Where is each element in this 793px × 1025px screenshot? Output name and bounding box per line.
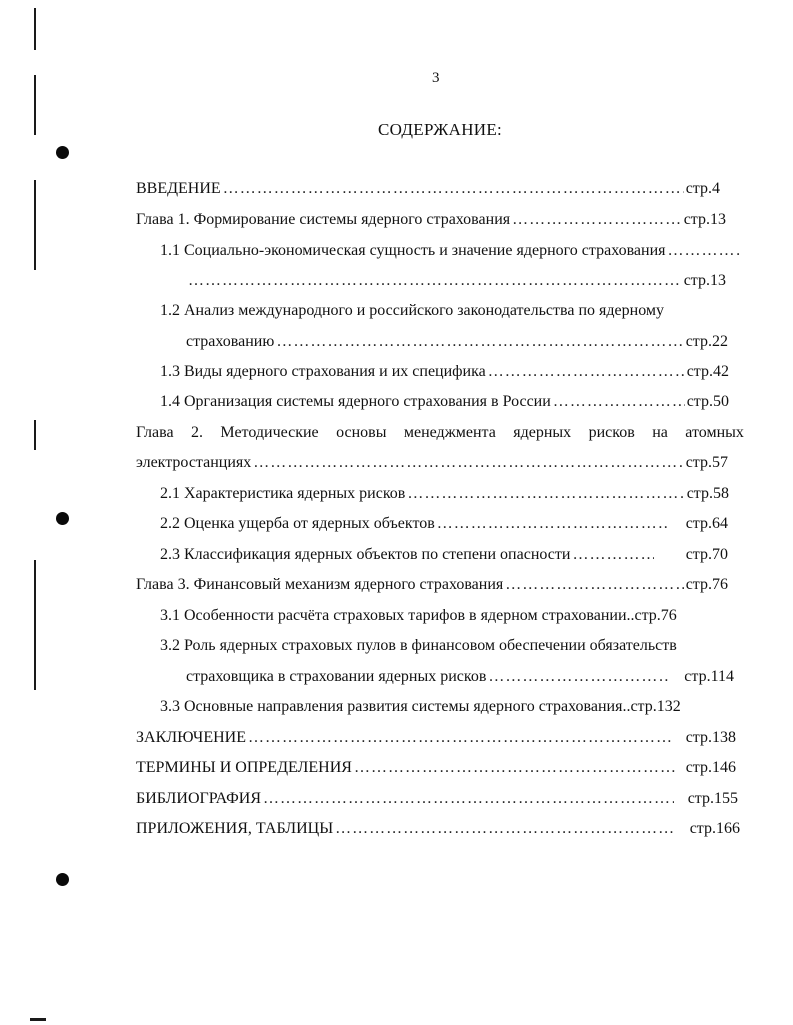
toc-entry-page: стр.155	[687, 790, 738, 807]
toc-entry-title: ВВЕДЕНИЕ	[136, 180, 221, 197]
toc-entry-intro[interactable]	[136, 178, 720, 200]
dot-leader	[553, 391, 685, 413]
dot-leader	[572, 544, 653, 566]
title-word: Глава	[136, 424, 174, 441]
toc-entry-section-3-2-cont[interactable]	[186, 666, 734, 688]
dot-leader	[276, 331, 683, 353]
toc-entry-page: стр.50	[686, 393, 729, 410]
dot-leader	[263, 788, 674, 810]
toc-entry-page: стр.114	[684, 668, 734, 685]
toc-entry-page: стр.76	[685, 576, 728, 593]
toc-entry-page: стр.146	[685, 759, 736, 776]
dot-leader	[407, 483, 684, 505]
dot-leader	[512, 209, 682, 231]
dot-leader	[505, 574, 683, 596]
toc-entry-title: Глава 3. Финансовый механизм ядерного страхования	[136, 576, 504, 593]
toc-entry-section-3-1[interactable]	[160, 605, 736, 627]
toc-entry-page: стр.138	[685, 729, 736, 746]
toc-entry-section-2-3[interactable]	[160, 544, 728, 566]
dot-leader	[437, 513, 668, 535]
toc-entry-chapter-2[interactable]	[136, 422, 744, 444]
dot-leader	[668, 240, 742, 262]
dot-leader	[253, 452, 683, 474]
title-word: рисков	[588, 424, 635, 441]
toc-entry-page: стр.64	[685, 515, 728, 532]
toc-entry-section-2-2[interactable]	[160, 513, 728, 535]
toc-entry-title: БИБЛИОГРАФИЯ	[136, 790, 262, 807]
toc-entry-section-1-3[interactable]	[160, 361, 729, 383]
toc-entry-chapter-1[interactable]	[136, 209, 726, 231]
page-title: СОДЕРЖАНИЕ:	[378, 120, 503, 139]
dot-leader	[188, 270, 682, 292]
toc-entry-title: 2.3 Классификация ядерных объектов по степени опасности	[160, 546, 571, 563]
toc-entry-title: 2.1 Характеристика ядерных рисков	[160, 485, 406, 502]
toc-entry-page: стр.57	[685, 454, 728, 471]
dot-leader	[488, 361, 685, 383]
toc-entry-title: 3.1 Особенности расчёта страховых тарифов в ядерном страховании..	[160, 607, 635, 624]
toc-entry-section-3-2[interactable]	[160, 635, 746, 657]
toc-entry-title: 3.3 Основные направления развития системы ядерного страхования..	[160, 698, 631, 715]
toc-entry-title: 1.2 Анализ международного и российского законодательства по ядерному	[160, 302, 665, 319]
dot-leader	[354, 757, 676, 779]
toc-entry-terms[interactable]	[136, 757, 736, 779]
toc-entry-section-1-4[interactable]	[160, 391, 729, 413]
toc-entry-title: 1.3 Виды ядерного страхования и их специфика	[160, 363, 486, 380]
dot-leader	[248, 727, 672, 749]
toc-entry-page: стр.76	[634, 607, 677, 624]
toc-entry-title: ПРИЛОЖЕНИЯ, ТАБЛИЦЫ	[136, 820, 334, 837]
toc-entry-page: стр.4	[685, 180, 720, 197]
toc-entry-page: стр.42	[686, 363, 729, 380]
toc-entry-page: стр.166	[689, 820, 740, 837]
title-word: менеджмента	[403, 424, 496, 441]
title-word: 2.	[191, 424, 203, 441]
toc-entry-page: стр.132	[630, 698, 681, 715]
toc-entry-title: ТЕРМИНЫ И ОПРЕДЕЛЕНИЯ	[136, 759, 352, 776]
toc-entry-title: 3.2 Роль ядерных страховых пулов в финансовом обеспечении обязательств	[160, 637, 677, 654]
title-word: основы	[336, 424, 387, 441]
toc-entry-section-2-1[interactable]	[160, 483, 729, 505]
dot-leader	[223, 178, 684, 200]
dot-leader	[488, 666, 668, 688]
toc-entry-section-1-2[interactable]	[160, 300, 740, 322]
toc-entry-title: 2.2 Оценка ущерба от ядерных объектов	[160, 515, 435, 532]
toc-entry-title-cont: страховщика в страховании ядерных рисков	[186, 668, 487, 685]
toc-entry-page: стр.70	[685, 546, 728, 563]
toc-entry-title-cont: страхованию	[186, 333, 275, 350]
toc-entry-page: стр.13	[683, 272, 726, 289]
page-number: 3	[432, 70, 440, 86]
toc-entry-page: стр.13	[683, 211, 726, 228]
title-word: атомных	[685, 424, 744, 441]
toc-entry-section-1-1-cont[interactable]	[186, 270, 726, 292]
title-word: на	[652, 424, 668, 441]
toc-entry-conclusion[interactable]	[136, 727, 736, 749]
toc-entry-page: стр.58	[686, 485, 729, 502]
toc-entry-page: стр.22	[685, 333, 728, 350]
dot-leader	[335, 818, 676, 840]
toc-entry-chapter-3[interactable]	[136, 574, 728, 596]
toc-entry-bibliography[interactable]	[136, 788, 738, 810]
toc-entry-chapter-2-cont[interactable]	[136, 452, 728, 474]
toc-entry-title: 1.1 Социально-экономическая сущность и значение ядерного страхования	[160, 242, 666, 259]
toc-entry-section-3-3[interactable]	[160, 696, 740, 718]
title-word: ядерных	[513, 424, 572, 441]
toc-entry-section-1-2-cont[interactable]	[186, 331, 728, 353]
title-word: Методические	[220, 424, 319, 441]
toc-entry-title: Глава 1. Формирование системы ядерного страхования	[136, 211, 511, 228]
toc-entry-section-1-1[interactable]	[160, 240, 744, 262]
toc-entry-title	[136, 422, 744, 444]
toc-entry-appendices[interactable]	[136, 818, 740, 840]
toc-entry-title: 1.4 Организация системы ядерного страхования в России	[160, 393, 551, 410]
toc-entry-title-cont: электростанциях	[136, 454, 252, 471]
toc-entry-title: ЗАКЛЮЧЕНИЕ	[136, 729, 246, 746]
